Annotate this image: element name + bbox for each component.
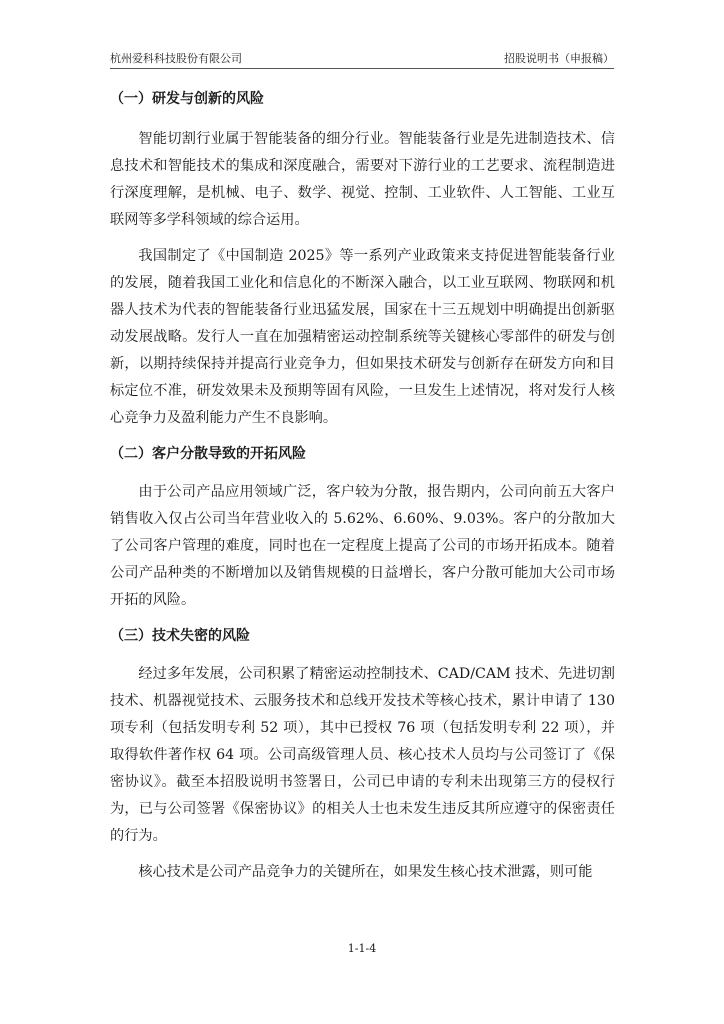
paragraph: 我国制定了《中国制造 2025》等一系列产业政策来支持促进智能装备行业的发展，随着我国工业化和信息化的不断深入融合，以工业互联网、物联网和机器人技术为代表的智能装备行业迅猛发展，国家在十三五规划中明确提出创新驱动发展战略。发行人一直在加强精密运动控制系统等关键核心零部件的研发与创新，以期持续保持并提高行业竞争力，但如果技术研发与创新存在研发方向和目标定位不准，研发效果未及预期等固有风险，一旦发生上述情况，将对发行人核心竞争力及盈利能力产生不良影响。 xyxy=(110,248,615,426)
section-heading-customer-risk: （二）客户分散导致的开拓风险 xyxy=(110,446,306,462)
page-content xyxy=(110,88,615,886)
paragraph: 智能切割行业属于智能装备的细分行业。智能装备行业是先进制造技术、信息技术和智能技术的集成和深度融合，需要对下游行业的工艺要求、流程制造进行深度理解，是机械、电子、数学、视觉、控制、工业软件、人工智能、工业互联网等多学科领域的综合运用。 xyxy=(110,131,615,228)
section-heading-rd-risk: （一）研发与创新的风险 xyxy=(110,91,264,107)
page-header xyxy=(110,50,614,69)
company-name: 杭州爱科科技股份有限公司 xyxy=(110,52,242,65)
paragraph: 由于公司产品应用领域广泛，客户较为分散，报告期内，公司向前五大客户销售收入仅占公司当年营业收入的 5.62%、6.60%、9.03%。客户的分散加大了公司客户管理的难度，同时也在一定程度上提高了公司的市场开拓成本。随着公司产品种类的不断增加以及销售规模的日益增长，客户分散可能加大公司市场开拓的风险。 xyxy=(110,484,615,608)
paragraph: 经过多年发展，公司积累了精密运动控制技术、CAD/CAM 技术、先进切割技术、机器视觉技术、云服务技术和总线开发技术等核心技术，累计申请了 130 项专利（包括发明专利 52 项），其中已授权 76 项（包括发明专利 22 项），并取得软件著作权 64 项。公司高级管理人员、核心技术人员均与公司签订了《保密协议》。截至本招股说明书签署日，公司已申请的专利未出现第三方的侵权行为，已与公司签署《保密协议》的相关人士也未发生违反其所应遵守的保密责任的行为。 xyxy=(110,666,615,844)
paragraph: 核心技术是公司产品竞争力的关键所在，如果发生核心技术泄露，则可能 xyxy=(138,864,593,880)
page-number: 1-1-4 xyxy=(347,942,377,955)
document-title: 招股说明书（申报稿） xyxy=(504,52,614,65)
section-heading-tech-leak-risk: （三）技术失密的风险 xyxy=(110,628,250,644)
